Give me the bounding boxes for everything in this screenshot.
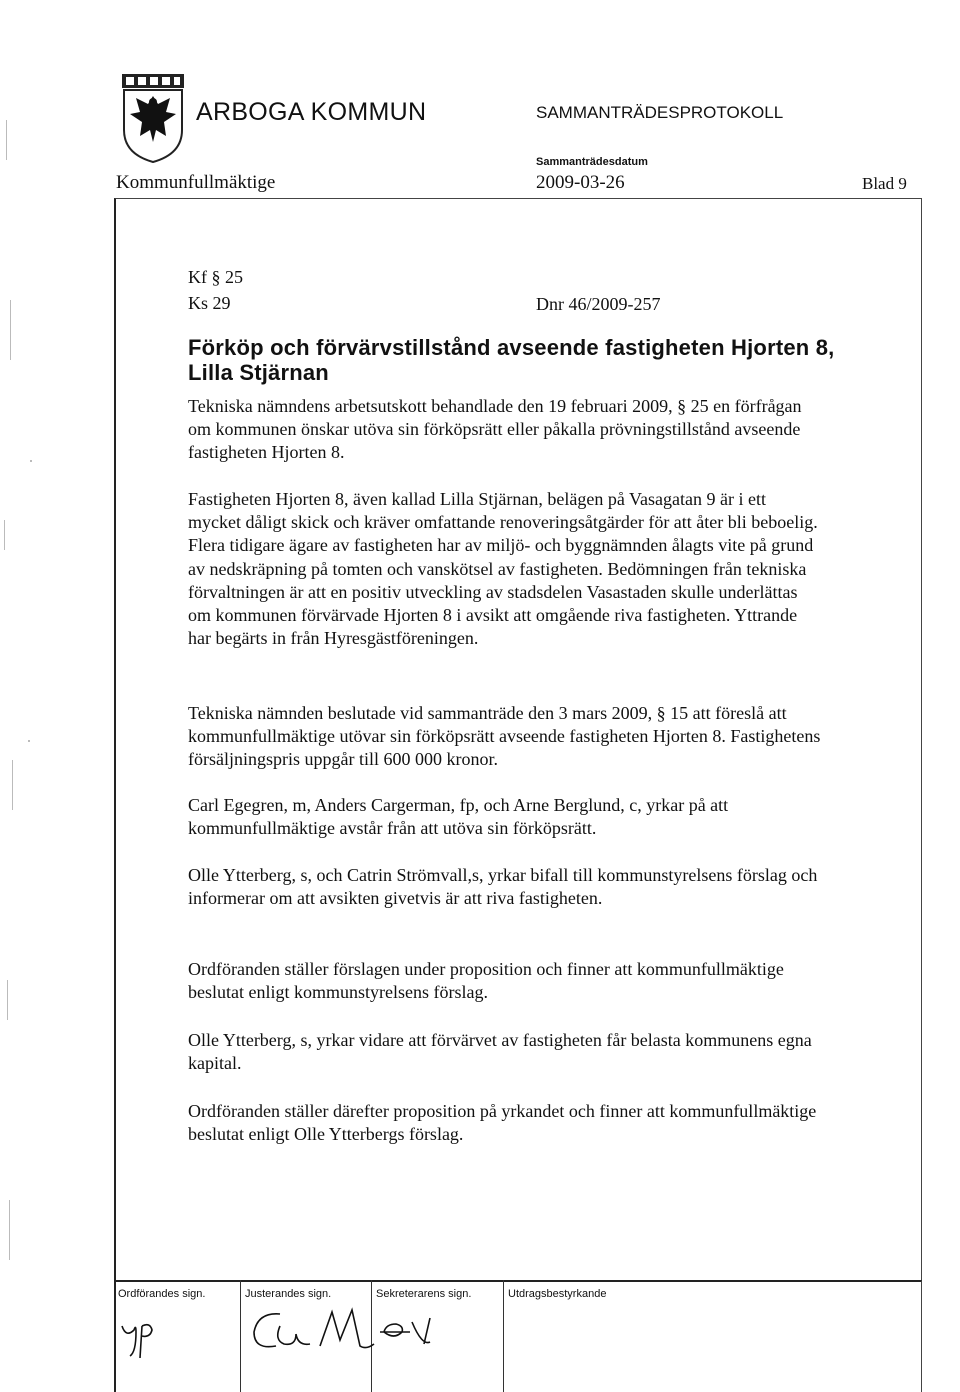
kf-paragraph-number: Kf § 25 xyxy=(188,267,243,287)
ks-number: Ks 29 xyxy=(188,293,231,313)
handwritten-signature-icon xyxy=(244,1300,474,1364)
body-paragraph: Carl Egegren, m, Anders Cargerman, fp, och Arne Berglund, c, yrkar på att kommunfullmäktige avstår från att utöva sin förköpsrätt. xyxy=(188,795,729,839)
body-paragraph: Tekniska nämnden beslutade vid sammanträde den 3 mars 2009, § 15 att föreslå att kommunfullmäktige utövar sin förköpsrätt avseende fastigheten Hjorten 8. Fastighetens försäljningspris uppgår till 600 000 kronor. xyxy=(188,703,821,770)
organization-name: ARBOGA KOMMUN xyxy=(196,98,427,126)
meeting-date-label: Sammanträdesdatum xyxy=(536,156,648,168)
secretary-signature-label: Sekreterarens sign. xyxy=(376,1288,472,1300)
chair-signature-label: Ordförandes sign. xyxy=(118,1288,206,1300)
coat-of-arms-icon xyxy=(120,72,186,164)
body-paragraph: Olle Ytterberg, s, yrkar vidare att förvärvet av fastigheten får belasta kommunens egna kapital. xyxy=(188,1030,812,1074)
signature-divider xyxy=(240,1280,241,1392)
adjuster-signature-label: Justerandes sign. xyxy=(245,1288,332,1300)
page-number: Blad 9 xyxy=(862,174,907,193)
document-type: SAMMANTRÄDESPROTOKOLL xyxy=(536,103,784,122)
scan-edge-noise xyxy=(0,0,40,1392)
body-paragraph: Ordföranden ställer förslagen under proposition och finner att kommunfullmäktige beslutat enligt kommunstyrelsens förslag. xyxy=(188,959,784,1003)
signature-divider xyxy=(503,1280,504,1392)
meeting-date: 2009-03-26 xyxy=(536,172,625,193)
body-paragraph: Olle Ytterberg, s, och Catrin Strömvall,s, yrkar bifall till kommunstyrelsens förslag och informerar om att avsikten givetvis är att riva fastigheten. xyxy=(188,865,818,909)
document-title: Förköp och förvärvstillstånd avseende fastigheten Hjorten 8, Lilla Stjärnan xyxy=(188,335,835,385)
assembly-name: Kommunfullmäktige xyxy=(116,172,276,193)
body-paragraph: Ordföranden ställer därefter proposition på yrkandet och finner att kommunfullmäktige beslutat enligt Olle Ytterbergs förslag. xyxy=(188,1101,817,1145)
handwritten-signature-icon xyxy=(116,1316,176,1360)
body-paragraph: Fastigheten Hjorten 8, även kallad Lilla Stjärnan, belägen på Vasagatan 9 är i ett mycket dåligt skick och kräver omfattande renoveringsåtgärder för att åter bli beboelig. Flera tidigare ägare av fastigheten har av miljö- och byggnämnden ålagts vite på grund av nedskräpning på tomten och vanskötsel av fastigheten. Bedömningen från tekniska förvaltningen är att en positiv utveckling av stadsdelen Vasastaden skulle underlättas om kommunen förvärvade Hjorten 8 i avsikt att omgående riva fastigheten. Yttrande har begärts in från Hyresgästföreningen. xyxy=(188,489,818,649)
diary-number: Dnr 46/2009-257 xyxy=(536,294,661,314)
extract-certification-label: Utdragsbestyrkande xyxy=(508,1288,607,1300)
body-paragraph: Tekniska nämndens arbetsutskott behandlade den 19 februari 2009, § 25 en förfrågan om kommunen önskar utöva sin förköpsrätt eller påkalla prövningstillstånd avseende fastigheten Hjorten 8. xyxy=(188,396,802,463)
